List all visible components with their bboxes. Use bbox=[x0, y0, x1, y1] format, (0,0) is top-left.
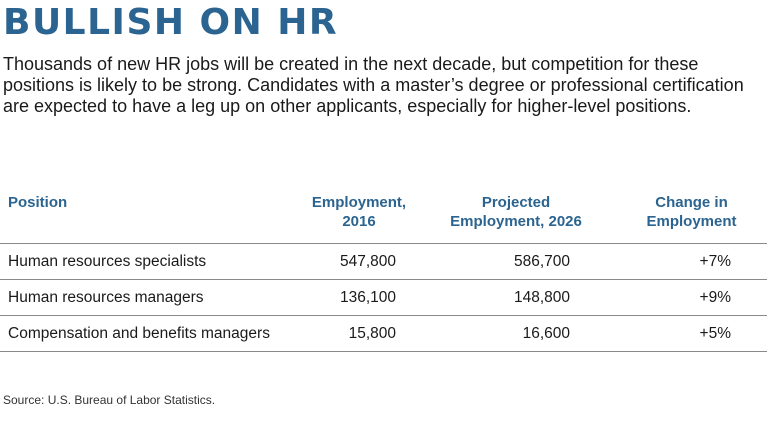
header-change-line2: Employment bbox=[646, 213, 737, 230]
employment-table bbox=[0, 190, 767, 352]
header-projected-2026-line1: Projected bbox=[481, 194, 551, 211]
header-projected-2026 bbox=[416, 190, 616, 244]
header-employment-2016 bbox=[302, 190, 416, 244]
intro-paragraph: Thousands of new HR jobs will be created in the next decade, but competition for these positions is likely to be strong. Candidates with a master’s degree or professional certification are expected to have a leg up on other applicants, especially for higher-level positions. bbox=[3, 54, 744, 116]
header-employment-2016-line1: Employment, bbox=[311, 194, 407, 211]
cell-change: +7% bbox=[616, 244, 767, 280]
header-employment-2016-line2: 2016 bbox=[342, 213, 376, 230]
table-row bbox=[0, 280, 767, 316]
cell-position: Compensation and benefits managers bbox=[0, 316, 302, 352]
header-position bbox=[0, 190, 302, 244]
table-row bbox=[0, 316, 767, 352]
page-title: BULLISH ON HR bbox=[3, 2, 339, 43]
table-header-row bbox=[0, 190, 767, 244]
header-change-line1: Change in bbox=[655, 194, 728, 211]
cell-position: Human resources managers bbox=[0, 280, 302, 316]
cell-employment-2016: 15,800 bbox=[302, 316, 416, 352]
cell-change: +5% bbox=[616, 316, 767, 352]
cell-employment-2016: 136,100 bbox=[302, 280, 416, 316]
header-change bbox=[616, 190, 767, 244]
cell-change: +9% bbox=[616, 280, 767, 316]
source-note: Source: U.S. Bureau of Labor Statistics. bbox=[3, 393, 216, 407]
cell-projected-2026: 16,600 bbox=[416, 316, 616, 352]
cell-position: Human resources specialists bbox=[0, 244, 302, 280]
table-row bbox=[0, 244, 767, 280]
header-position-line1: Position bbox=[8, 194, 68, 211]
employment-table-container bbox=[0, 190, 767, 352]
header-projected-2026-line2: Employment, 2026 bbox=[450, 213, 582, 230]
cell-employment-2016: 547,800 bbox=[302, 244, 416, 280]
cell-projected-2026: 148,800 bbox=[416, 280, 616, 316]
cell-projected-2026: 586,700 bbox=[416, 244, 616, 280]
